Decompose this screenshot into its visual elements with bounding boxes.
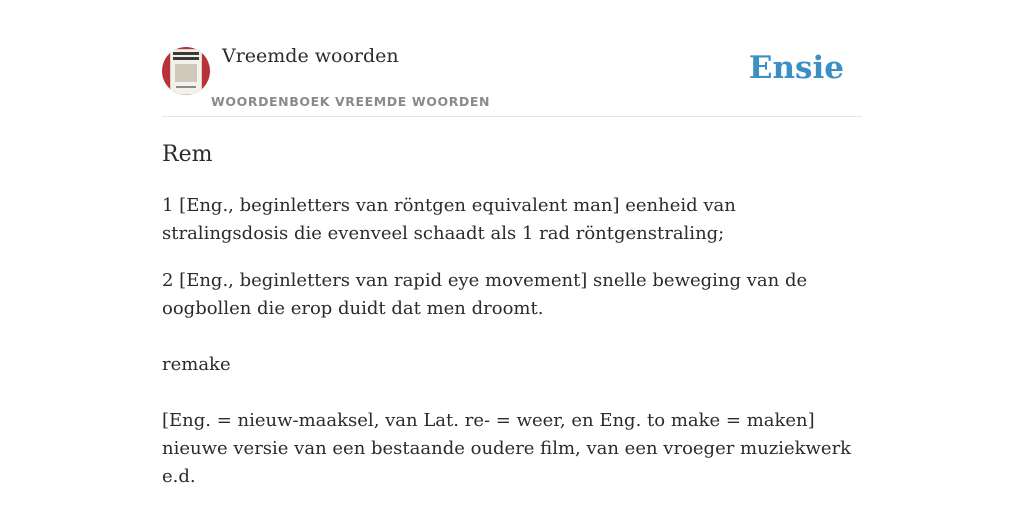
next-definition: [Eng. = nieuw-maaksel, van Lat. re- = weer, en Eng. to make = maken] nieuwe versie van een bestaande oudere film, van een vroeger muziekwerk e.d.	[162, 410, 852, 487]
book-cover	[171, 50, 201, 94]
ensie-logo-link[interactable]: Ensie	[748, 50, 844, 86]
dictionary-subtitle: WOORDENBOEK VREEMDE WOORDEN	[211, 94, 491, 109]
definition-1: 1 [Eng., beginletters van röntgen equivalent man] eenheid van stralingsdosis die evenveel schaadt als 1 rad röntgenstraling;	[162, 195, 736, 244]
entry-card	[162, 0, 862, 512]
headword: Rem	[162, 142, 213, 167]
book-cover-icon[interactable]	[162, 47, 210, 95]
entry-content	[162, 140, 862, 487]
definition-2: 2 [Eng., beginletters van rapid eye movement] snelle beweging van de oogbollen die erop duidt dat men droomt.	[162, 270, 808, 319]
dictionary-title[interactable]: Vreemde woorden	[222, 45, 399, 67]
next-word: remake	[162, 354, 231, 375]
dictionary-header	[162, 0, 862, 117]
